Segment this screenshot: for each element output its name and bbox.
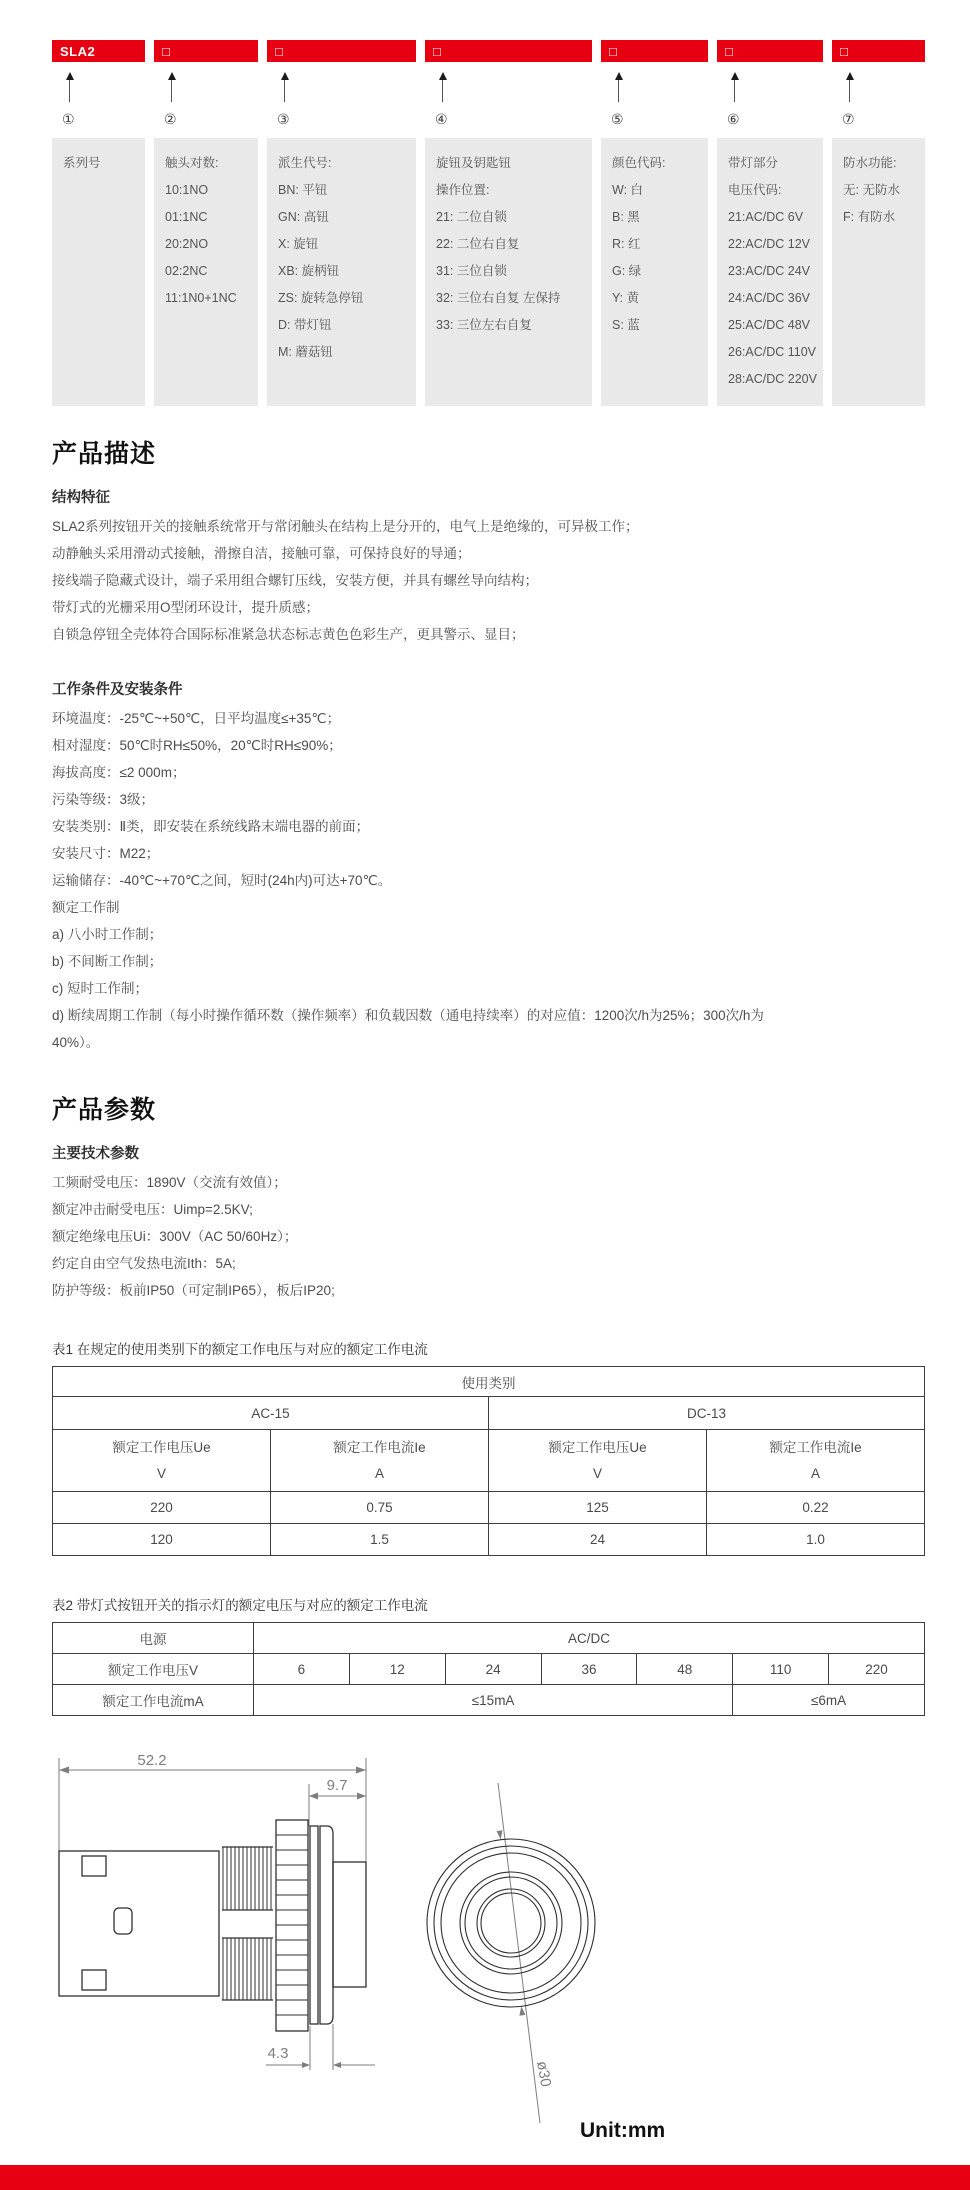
text-line: Y: 黄 bbox=[612, 291, 640, 305]
text-line: 额定工作制 bbox=[52, 900, 120, 915]
t1-group-dc13: DC-13 bbox=[489, 1397, 925, 1430]
text-line: 安装尺寸：M22； bbox=[52, 846, 160, 861]
order-col-waterproof bbox=[832, 138, 925, 406]
order-box-series bbox=[52, 40, 145, 62]
text-line: d) 断续周期工作制（每小时操作循环数（操作频率）和负载因数（通电持续率）的对应值：1200次/h为25%；300次/h为 bbox=[52, 1008, 764, 1023]
t1-cell: 220 bbox=[53, 1492, 271, 1524]
text-line: 33: 三位左右自复 bbox=[436, 318, 532, 332]
t2-power-label: 电源 bbox=[53, 1623, 254, 1654]
text-line: 安装类别：Ⅱ类，即安装在系统线路末端电器的前面； bbox=[52, 819, 370, 834]
up-arrow-icon bbox=[846, 72, 854, 80]
features-subtitle: 结构特征 bbox=[52, 490, 110, 506]
text-line: 20:2NO bbox=[165, 237, 209, 251]
t1-cell: 125 bbox=[489, 1492, 707, 1524]
text-line: S: 蓝 bbox=[612, 318, 640, 332]
t1-cell: 120 bbox=[53, 1524, 271, 1556]
t1-col-header bbox=[53, 1430, 271, 1492]
conditions-text bbox=[52, 705, 925, 1056]
arrow-stem bbox=[618, 80, 619, 102]
text-line: SLA2系列按钮开关的接触系统常开与常闭触头在结构上是分开的，电气上是绝缘的，可异极工作； bbox=[52, 519, 639, 534]
text-line: X: 旋钮 bbox=[278, 237, 319, 251]
text-line: 接线端子隐藏式设计，端子采用组合螺钉压线，安装方便，并具有螺丝导向结构； bbox=[52, 573, 538, 588]
text-line: 派生代号: bbox=[278, 156, 332, 170]
text-line: 40%）。 bbox=[52, 1035, 100, 1050]
dim-total-label: 52.2 bbox=[137, 1752, 167, 1769]
text-line: b) 不间断工作制； bbox=[52, 954, 163, 969]
text-line: 带灯部分 bbox=[728, 156, 779, 170]
order-boxes-row bbox=[52, 40, 925, 62]
product-description-section bbox=[52, 434, 925, 1056]
t2-current-cell: ≤15mA bbox=[254, 1685, 733, 1716]
order-box-4 bbox=[425, 40, 592, 62]
table1-rated-voltage-current bbox=[52, 1366, 925, 1556]
arrow-stem bbox=[734, 80, 735, 102]
order-col-series bbox=[52, 138, 145, 406]
text-line: 23:AC/DC 24V bbox=[728, 264, 810, 278]
order-col-colors bbox=[601, 138, 708, 406]
dim-diameter-label: ø30 bbox=[533, 2059, 555, 2089]
text-line: 25:AC/DC 48V bbox=[728, 318, 810, 332]
arrow-cell-3 bbox=[267, 62, 416, 138]
text-line: 02:2NC bbox=[165, 264, 208, 278]
text-line: 22:AC/DC 12V bbox=[728, 237, 810, 251]
text-line: 32: 三位右自复 左保持 bbox=[436, 291, 561, 305]
circled-number: ⑤ bbox=[611, 111, 624, 127]
text-line: 24:AC/DC 36V bbox=[728, 291, 810, 305]
order-col-positions bbox=[425, 138, 592, 406]
t2-voltage-label: 额定工作电压V bbox=[53, 1654, 254, 1685]
up-arrow-icon bbox=[66, 72, 74, 80]
t1-col-header-line: 额定工作电流Ie bbox=[769, 1439, 862, 1455]
t1-col-header-line: 额定工作电流Ie bbox=[333, 1439, 426, 1455]
order-col-voltage bbox=[717, 138, 823, 406]
circled-number: ③ bbox=[277, 111, 290, 127]
text-line: 系列号 bbox=[63, 156, 101, 170]
table2-lamp-voltage-current bbox=[52, 1622, 925, 1716]
t2-voltage-cell: 110 bbox=[733, 1654, 829, 1685]
order-box-7 bbox=[832, 40, 925, 62]
dimension-arrowheads bbox=[59, 1767, 525, 2069]
text-line: W: 白 bbox=[612, 183, 644, 197]
text-line: 旋钮及钥匙钮 bbox=[436, 156, 512, 170]
text-line: 操作位置: bbox=[436, 183, 490, 197]
text-line: 31: 三位自锁 bbox=[436, 264, 507, 278]
order-box-placeholder: □ bbox=[275, 43, 284, 59]
order-box-3 bbox=[267, 40, 416, 62]
t1-col-header-unit: V bbox=[156, 1465, 166, 1481]
text-line: 污染等级：3级； bbox=[52, 792, 155, 807]
t1-col-header-line: 额定工作电压Ue bbox=[112, 1439, 211, 1455]
t1-cell: 0.22 bbox=[707, 1492, 925, 1524]
up-arrow-icon bbox=[168, 72, 176, 80]
circled-number: ⑦ bbox=[842, 111, 855, 127]
text-line: 防护等级：板前IP50（可定制IP65），板后IP20; bbox=[52, 1283, 335, 1298]
text-line: 10:1NO bbox=[165, 183, 209, 197]
circled-number: ② bbox=[164, 111, 177, 127]
text-line: R: 红 bbox=[612, 237, 641, 251]
text-line: 22: 二位右自复 bbox=[436, 237, 520, 251]
text-line: F: 有防水 bbox=[843, 210, 896, 224]
conditions-subtitle: 工作条件及安装条件 bbox=[52, 682, 183, 698]
text-line: B: 黑 bbox=[612, 210, 640, 224]
circled-number: ⑥ bbox=[727, 111, 740, 127]
t2-current-cell: ≤6mA bbox=[733, 1685, 925, 1716]
parameters-text bbox=[52, 1169, 925, 1304]
text-line: XB: 旋柄钮 bbox=[278, 264, 340, 278]
text-line: ZS: 旋转急停钮 bbox=[278, 291, 364, 305]
section-title-description: 产品描述 bbox=[52, 440, 157, 468]
text-line: 自锁急停钮全壳体符合国际标准紧急状态标志黄色色彩生产，更具警示、显目； bbox=[52, 627, 525, 642]
arrow-stem bbox=[442, 80, 443, 102]
arrow-cell-5 bbox=[601, 62, 708, 138]
text-line: c) 短时工作制； bbox=[52, 981, 148, 996]
t1-col-header bbox=[707, 1430, 925, 1492]
footer-red-band bbox=[0, 2165, 970, 2190]
text-line: 颜色代码: bbox=[612, 156, 666, 170]
text-line: D: 带灯钮 bbox=[278, 318, 332, 332]
up-arrow-icon bbox=[439, 72, 447, 80]
unit-label: Unit:mm bbox=[580, 2119, 666, 2142]
order-col-derivative bbox=[267, 138, 416, 406]
text-line: 触头对数: bbox=[165, 156, 219, 170]
order-box-6 bbox=[717, 40, 823, 62]
arrow-cell-4 bbox=[425, 62, 592, 138]
t1-col-header bbox=[489, 1430, 707, 1492]
t1-usage-category: 使用类别 bbox=[53, 1367, 925, 1397]
table2-caption: 表2 带灯式按钮开关的指示灯的额定电压与对应的额定工作电流 bbox=[52, 1598, 428, 1613]
text-line: 21:AC/DC 6V bbox=[728, 210, 804, 224]
t2-voltage-cell: 220 bbox=[829, 1654, 925, 1685]
arrow-stem bbox=[171, 80, 172, 102]
t1-cell: 1.5 bbox=[271, 1524, 489, 1556]
order-box-placeholder: □ bbox=[609, 43, 618, 59]
t2-voltage-cell: 12 bbox=[349, 1654, 445, 1685]
arrow-cell-7 bbox=[832, 62, 925, 138]
parameters-subtitle: 主要技术参数 bbox=[52, 1146, 139, 1162]
dimension-drawing-svg bbox=[52, 1750, 925, 2150]
text-line: 额定绝缘电压Ui：300V（AC 50/60Hz）； bbox=[52, 1229, 298, 1244]
t1-col-header-unit: A bbox=[810, 1465, 820, 1481]
arrow-stem bbox=[69, 80, 70, 102]
text-line: 工频耐受电压：1890V（交流有效值）； bbox=[52, 1175, 287, 1190]
order-box-label: SLA2 bbox=[60, 43, 96, 59]
table1-caption: 表1 在规定的使用类别下的额定工作电压与对应的额定工作电流 bbox=[52, 1342, 428, 1357]
t2-voltage-cell: 36 bbox=[541, 1654, 637, 1685]
text-line: M: 蘑菇钮 bbox=[278, 345, 333, 359]
dim-washer-label: 4.3 bbox=[267, 2045, 289, 2062]
text-line: 环境温度：-25℃~+50℃，日平均温度≤+35℃； bbox=[52, 711, 341, 726]
order-arrows-row bbox=[52, 62, 925, 138]
arrow-stem bbox=[284, 80, 285, 102]
features-text bbox=[52, 513, 925, 648]
text-line: 约定自由空气发热电流Ith：5A; bbox=[52, 1256, 236, 1271]
t1-cell: 0.75 bbox=[271, 1492, 489, 1524]
t2-voltage-cell: 24 bbox=[445, 1654, 541, 1685]
order-col-contacts bbox=[154, 138, 258, 406]
order-box-placeholder: □ bbox=[433, 43, 442, 59]
order-box-5 bbox=[601, 40, 708, 62]
text-line: 动静触头采用滑动式接触，滑擦自洁，接触可靠，可保持良好的导通； bbox=[52, 546, 471, 561]
section-title-parameters: 产品参数 bbox=[52, 1096, 157, 1124]
text-line: BN: 平钮 bbox=[278, 183, 328, 197]
text-line: 防水功能: bbox=[843, 156, 897, 170]
text-line: 带灯式的光栅采用O型闭环设计，提升质感； bbox=[52, 600, 320, 615]
t2-voltage-cell: 6 bbox=[254, 1654, 350, 1685]
t2-power-value: AC/DC bbox=[254, 1623, 925, 1654]
dimension-drawing bbox=[52, 1750, 925, 2155]
t1-col-header-unit: V bbox=[592, 1465, 602, 1481]
t1-group-ac15: AC-15 bbox=[53, 1397, 489, 1430]
order-box-2 bbox=[154, 40, 258, 62]
arrow-cell-2 bbox=[154, 62, 258, 138]
dim-front-label: 9.7 bbox=[326, 1777, 348, 1794]
text-line: 11:1N0+1NC bbox=[165, 291, 237, 305]
text-line: 海拔高度：≤2 000m； bbox=[52, 765, 186, 780]
text-line: 21: 二位自锁 bbox=[436, 210, 507, 224]
text-line: 28:AC/DC 220V bbox=[728, 372, 817, 386]
text-line: a) 八小时工作制； bbox=[52, 927, 163, 942]
text-line: 01:1NC bbox=[165, 210, 208, 224]
text-line: G: 绿 bbox=[612, 264, 642, 278]
circled-number: ④ bbox=[435, 111, 448, 127]
t1-cell: 24 bbox=[489, 1524, 707, 1556]
side-view bbox=[59, 1820, 366, 2031]
t1-col-header-unit: A bbox=[374, 1465, 384, 1481]
circled-number: ① bbox=[62, 111, 75, 127]
text-line: 额定冲击耐受电压：Uimp=2.5KV; bbox=[52, 1202, 253, 1217]
t2-current-label: 额定工作电流mA bbox=[53, 1685, 254, 1716]
text-line: 运输储存：-40℃~+70℃之间，短时(24h内)可达+70℃。 bbox=[52, 873, 392, 888]
ordering-code-diagram bbox=[52, 0, 925, 406]
product-parameters-section bbox=[52, 1090, 925, 1304]
up-arrow-icon bbox=[731, 72, 739, 80]
text-line: 无: 无防水 bbox=[843, 183, 900, 197]
order-box-placeholder: □ bbox=[840, 43, 849, 59]
text-line: 相对湿度：50℃时RH≤50%，20℃时RH≤90%； bbox=[52, 738, 342, 753]
text-line: 26:AC/DC 110V bbox=[728, 345, 817, 359]
text-line: 电压代码: bbox=[728, 183, 782, 197]
arrow-cell-6 bbox=[717, 62, 823, 138]
t1-cell: 1.0 bbox=[707, 1524, 925, 1556]
front-view bbox=[427, 1839, 595, 2007]
up-arrow-icon bbox=[615, 72, 623, 80]
arrow-cell-1 bbox=[52, 62, 145, 138]
order-columns-row bbox=[52, 138, 925, 406]
t2-voltage-cell: 48 bbox=[637, 1654, 733, 1685]
t1-col-header-line: 额定工作电压Ue bbox=[548, 1439, 647, 1455]
up-arrow-icon bbox=[281, 72, 289, 80]
arrow-stem bbox=[849, 80, 850, 102]
t1-col-header bbox=[271, 1430, 489, 1492]
text-line: GN: 高钮 bbox=[278, 210, 329, 224]
order-box-placeholder: □ bbox=[725, 43, 734, 59]
order-box-placeholder: □ bbox=[162, 43, 171, 59]
